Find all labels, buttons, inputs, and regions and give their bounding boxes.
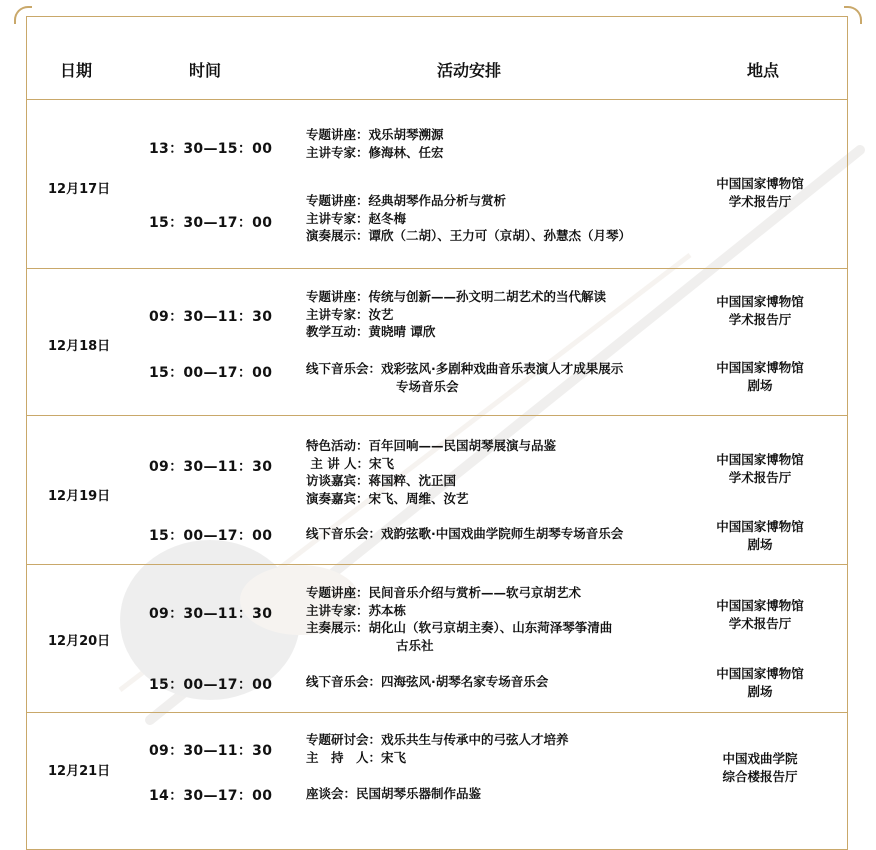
venue-line: 剧场 <box>747 537 773 552</box>
session-activity <box>306 192 631 245</box>
row-divider <box>26 99 848 100</box>
header-activity: 活动安排 <box>437 61 502 80</box>
corner-ornament <box>14 6 32 24</box>
activity-line: 教学互动：黄晓晴 谭欣 <box>306 324 436 339</box>
venue-line: 中国国家博物馆 <box>716 519 804 534</box>
venue-line: 综合楼报告厅 <box>722 769 798 784</box>
session-activity <box>306 584 612 654</box>
header-time: 时间 <box>189 61 222 80</box>
activity-line: 线下音乐会：戏彩弦风·多剧种戏曲音乐表演人才成果展示 <box>306 361 624 376</box>
activity-line: 主奏展示：胡化山（软弓京胡主奏）、山东菏泽琴筝清曲 <box>306 620 613 635</box>
session-time: 09：30—11：30 <box>149 459 273 475</box>
session-time: 14：30—17：00 <box>149 788 273 804</box>
venue-line: 剧场 <box>747 378 773 393</box>
activity-line: 专题讲座：民间音乐介绍与赏析——软弓京胡艺术 <box>306 585 582 600</box>
session-venue <box>700 597 820 633</box>
session-activity <box>306 126 444 161</box>
venue-line: 中国国家博物馆 <box>716 598 804 613</box>
session-activity <box>306 525 623 543</box>
day-date: 12月19日 <box>48 489 111 504</box>
session-venue <box>700 359 820 395</box>
activity-line: 座谈会：民国胡琴乐器制作品鉴 <box>306 786 482 801</box>
session-time: 15：00—17：00 <box>149 677 273 693</box>
activity-line: 专场音乐会 <box>396 378 459 394</box>
session-time: 09：30—11：30 <box>149 309 273 325</box>
venue-line: 中国国家博物馆 <box>716 666 804 681</box>
activity-line: 主讲专家：苏本栋 <box>306 602 407 618</box>
header-venue: 地点 <box>747 61 780 80</box>
session-activity <box>306 785 481 803</box>
activity-line: 主讲专家：汝艺 <box>306 306 394 322</box>
activity-line: 特色活动：百年回响——民国胡琴展演与品鉴 <box>306 438 557 453</box>
session-venue <box>700 175 820 211</box>
activity-line: 主讲专家：修海林、任宏 <box>306 144 444 160</box>
session-activity <box>306 360 623 395</box>
session-activity <box>306 731 569 766</box>
venue-line: 中国戏曲学院 <box>722 751 798 766</box>
header-date: 日期 <box>60 61 93 80</box>
activity-line: 演奏嘉宾：宋飞、周维、汝艺 <box>306 490 469 506</box>
session-venue <box>700 750 820 786</box>
day-date: 12月21日 <box>48 764 111 779</box>
session-time: 15：30—17：00 <box>149 215 273 231</box>
session-time: 15：00—17：00 <box>149 365 273 381</box>
venue-line: 学术报告厅 <box>728 312 792 327</box>
activity-line: 专题讲座：经典胡琴作品分析与赏析 <box>306 193 507 208</box>
row-divider <box>26 415 848 416</box>
session-time: 13：30—15：00 <box>149 141 273 157</box>
activity-line: 线下音乐会：四海弦风·胡琴名家专场音乐会 <box>306 674 549 689</box>
venue-line: 学术报告厅 <box>728 616 792 631</box>
session-activity <box>306 437 556 507</box>
row-divider <box>26 268 848 269</box>
session-time: 15：00—17：00 <box>149 528 273 544</box>
session-time: 09：30—11：30 <box>149 743 273 759</box>
corner-ornament <box>844 6 862 24</box>
session-activity <box>306 673 548 691</box>
venue-line: 中国国家博物馆 <box>716 294 804 309</box>
activity-line: 专题讲座：传统与创新——孙文明二胡艺术的当代解读 <box>306 289 607 304</box>
session-venue <box>700 451 820 487</box>
day-date: 12月20日 <box>48 634 111 649</box>
activity-line: 古乐社 <box>396 637 434 653</box>
session-activity <box>306 288 606 341</box>
activity-line: 专题讲座：戏乐胡琴溯源 <box>306 127 444 142</box>
venue-line: 学术报告厅 <box>728 194 792 209</box>
activity-line: 主 讲 人：宋飞 <box>306 455 395 471</box>
activity-line: 主 持 人：宋飞 <box>306 749 407 765</box>
day-date: 12月18日 <box>48 339 111 354</box>
activity-line: 访谈嘉宾：蒋国粹、沈正国 <box>306 473 457 488</box>
session-venue <box>700 518 820 554</box>
row-divider <box>26 712 848 713</box>
session-venue <box>700 293 820 329</box>
row-divider <box>26 564 848 565</box>
activity-line: 主讲专家：赵冬梅 <box>306 210 407 226</box>
session-time: 09：30—11：30 <box>149 606 273 622</box>
activity-line: 演奏展示：谭欣（二胡）、王力可（京胡）、孙慧杰（月琴） <box>306 228 632 243</box>
venue-line: 中国国家博物馆 <box>716 360 804 375</box>
session-venue <box>700 665 820 701</box>
day-date: 12月17日 <box>48 182 111 197</box>
activity-line: 线下音乐会：戏韵弦歌·中国戏曲学院师生胡琴专场音乐会 <box>306 526 624 541</box>
venue-line: 学术报告厅 <box>728 470 792 485</box>
venue-line: 中国国家博物馆 <box>716 176 804 191</box>
venue-line: 中国国家博物馆 <box>716 452 804 467</box>
activity-line: 专题研讨会：戏乐共生与传承中的弓弦人才培养 <box>306 732 569 747</box>
venue-line: 剧场 <box>747 684 773 699</box>
